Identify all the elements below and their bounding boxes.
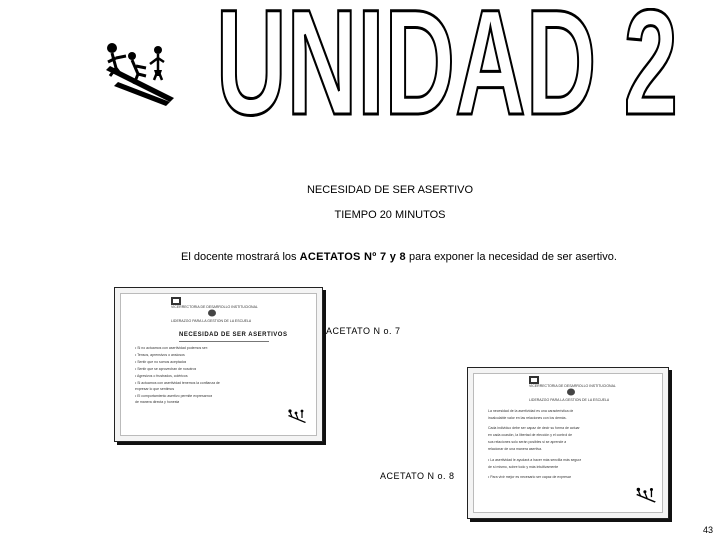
slide7-bullet: • Tensos, aprensivos o ansiosos bbox=[135, 353, 185, 357]
slide7-bullet: • Sentir que no somos aceptados bbox=[135, 360, 187, 364]
unit-title bbox=[212, 8, 682, 126]
institution-logo-icon bbox=[529, 376, 539, 384]
institution-logo-icon bbox=[171, 297, 181, 305]
slide8-text: La necesidad de la asertividad es una característica de bbox=[488, 409, 574, 413]
slide8-text: • Para vivir mejor es necesario ser capaz de expresar bbox=[488, 475, 571, 479]
intro-before: El docente mostrará los bbox=[181, 251, 300, 263]
unit-title-text: UNIDAD 2 bbox=[216, 8, 678, 126]
duration-label: TIEMPO 20 MINUTOS bbox=[334, 209, 446, 221]
slide8-text: • La asertividad le ayudará a hacer más sencilla más segura bbox=[488, 458, 582, 462]
slide8-text: en cada ocasión, la libertad de elección y el control de bbox=[488, 433, 573, 437]
intro-bold: ACETATOS Nº 7 y 8 bbox=[299, 251, 406, 263]
slide8-text: Cada individuo debe ser capaz de decir su forma de actuar bbox=[488, 426, 580, 430]
slide8-header-1: VICERRECTORIA DE DESARROLLO INSTITUCIONAL bbox=[529, 384, 616, 388]
title-underline bbox=[179, 341, 269, 342]
slide7-title: NECESIDAD DE SER ASERTIVOS bbox=[179, 332, 288, 338]
slide8-text: relacionar de una manera asertiva. bbox=[488, 447, 543, 451]
slide7-header-2: LIDERAZGO PARA LA GESTION DE LA ESCUELA bbox=[171, 319, 252, 323]
slide7-bullet: • El comportamiento asertivo permite expresarnos bbox=[135, 394, 213, 398]
page-number: 43 bbox=[702, 525, 713, 535]
section-heading: NECESIDAD DE SER ASERTIVO bbox=[306, 184, 474, 196]
intro-paragraph bbox=[181, 251, 617, 263]
slide8-header-2: LIDERAZGO PARA LA GESTION DE LA ESCUELA bbox=[529, 398, 610, 402]
slide8-text: incalculable valor en las relaciones con los demás. bbox=[488, 416, 567, 420]
seal-icon bbox=[566, 388, 576, 396]
slide7-bullet: • Si actuamos con asertividad tenemos la confianza de bbox=[135, 381, 220, 385]
slide-7-label: ACETATO N o. 7 bbox=[326, 326, 401, 336]
slide-8-thumbnail bbox=[467, 367, 669, 519]
seal-icon bbox=[207, 309, 217, 317]
slide7-bullet: expresar lo que sentimos bbox=[135, 387, 175, 391]
people-pushing-icon bbox=[286, 408, 308, 424]
people-pushing-logo bbox=[100, 40, 178, 106]
slide-8-label: ACETATO N o. 8 bbox=[380, 471, 455, 481]
slide-7-thumbnail bbox=[114, 287, 323, 442]
people-pushing-icon bbox=[634, 486, 658, 504]
intro-after: para exponer la necesidad de ser asertivo. bbox=[405, 251, 617, 263]
slide7-bullet: • Agresivos o frustrados, coléricos bbox=[135, 374, 188, 378]
slide7-bullet: • Si no actuamos con asertividad podemos ser: bbox=[135, 346, 209, 350]
slide8-text: sus relaciones solo serán posibles si se aprende a bbox=[488, 440, 567, 444]
slide7-bullet: • Sentir que se aprovechan de nosotros bbox=[135, 367, 197, 371]
slide7-header-1: VICERRECTORIA DE DESARROLLO INSTITUCIONAL bbox=[171, 305, 258, 309]
slide8-text: de sí mismo, sobre todo y más intuitivamente bbox=[488, 465, 559, 469]
slide7-bullet: de manera directa y honesta bbox=[135, 400, 180, 404]
